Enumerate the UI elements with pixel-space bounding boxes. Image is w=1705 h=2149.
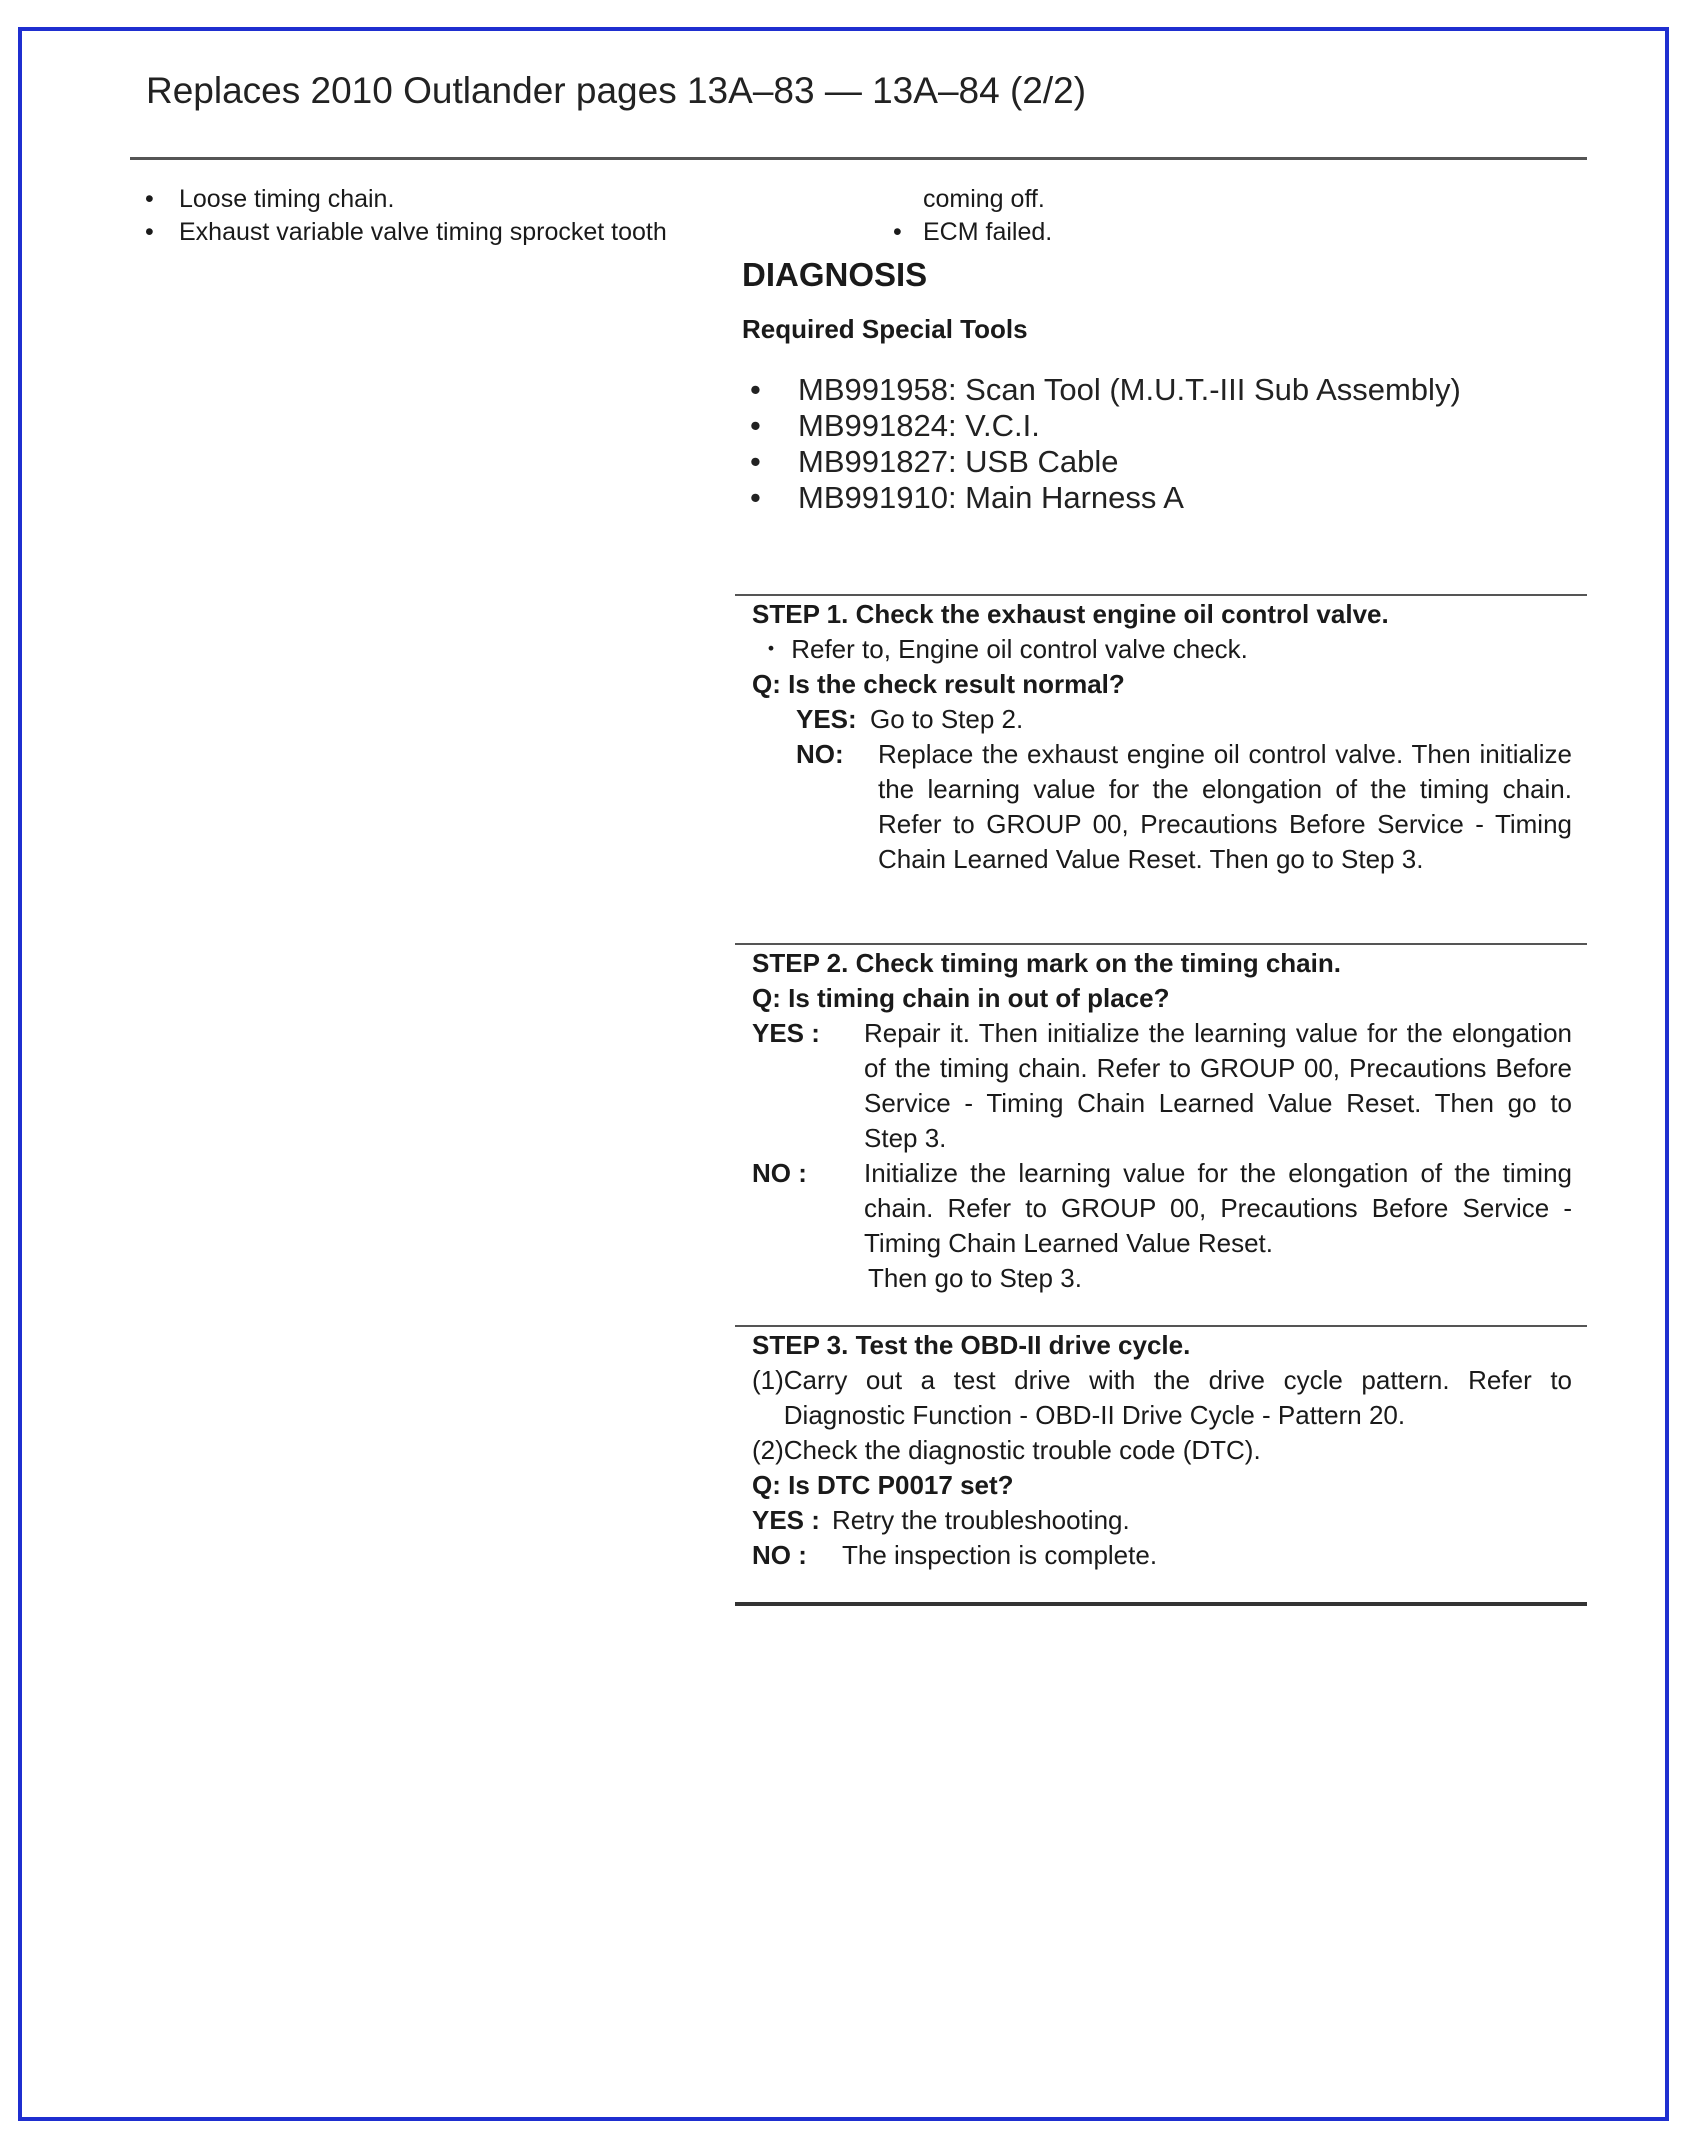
step3-title: STEP 3. Test the OBD-II drive cycle. xyxy=(752,1330,1191,1360)
step1-rule xyxy=(735,594,1587,596)
bullet-icon: • xyxy=(750,480,761,515)
bullet-icon: • xyxy=(893,218,902,246)
bottom-rule xyxy=(735,1602,1587,1606)
step3-item1: (1) Carry out a test drive with the drive cycle pattern. Refer to Diagnostic Function - OBD-II Drive Cycle - Pattern 20. xyxy=(752,1365,1572,1430)
step3-rule xyxy=(735,1325,1587,1327)
step2-block xyxy=(752,946,1572,1296)
bullet-icon: • xyxy=(750,372,761,407)
list-item: • MB991958: Scan Tool (M.U.T.-III Sub Assembly) xyxy=(750,372,1461,407)
bullet-icon: • xyxy=(750,444,761,479)
list-item: • MB991824: V.C.I. xyxy=(750,408,1040,443)
tools-list xyxy=(750,372,1461,516)
bullet-icon: • xyxy=(145,185,154,213)
step2-rule xyxy=(735,943,1587,945)
causes-right-column xyxy=(893,183,1052,249)
bullet-icon: • xyxy=(145,218,154,246)
page-header: Replaces 2010 Outlander pages 13A–83 — 13A–84 (2/2) xyxy=(146,70,1087,111)
step2-no: NO : Initialize the learning value for the elongation of the timing chain. Refer to GROUP 00, Precautions Before Service - Timing Chain Learned Value Reset. Then go to Step 3. xyxy=(752,1158,1572,1293)
step3-question: Q: Is DTC P0017 set? xyxy=(752,1470,1014,1500)
step3-block xyxy=(752,1328,1572,1573)
list-item: • Exhaust variable valve timing sprocket tooth xyxy=(145,216,667,249)
step2-question: Q: Is timing chain in out of place? xyxy=(752,983,1170,1013)
step2-yes: YES : Repair it. Then initialize the learning value for the elongation of the timing chain. Refer to GROUP 00, Precautions Before Service - Timing Chain Learned Value Reset. Then go to Step 3. xyxy=(752,1018,1572,1153)
list-item: • Loose timing chain. xyxy=(145,183,667,216)
step1-yes: YES: Go to Step 2. xyxy=(796,704,1024,734)
step3-no: NO : The inspection is complete. xyxy=(752,1540,1158,1570)
step3-yes: YES : Retry the troubleshooting. xyxy=(752,1505,1130,1535)
tools-heading: Required Special Tools xyxy=(742,314,1028,344)
step3-item2: (2)Check the diagnostic trouble code (DTC). xyxy=(752,1435,1261,1465)
step1-no: NO: Replace the exhaust engine oil control valve. Then initialize the learning value for the elongation of the timing chain. Refer to GROUP 00, Precautions Before Service - Timing Chain Learned Value Reset. Then go to Step 3. xyxy=(796,739,1572,874)
step1-note: ・ Refer to, Engine oil control valve check. xyxy=(758,634,1248,664)
step1-block xyxy=(752,597,1572,877)
step2-title: STEP 2. Check timing mark on the timing chain. xyxy=(752,948,1341,978)
list-item: • MB991827: USB Cable xyxy=(750,444,1119,479)
list-item-continuation: coming off. xyxy=(923,185,1045,213)
bullet-icon: • xyxy=(750,408,761,443)
step1-question: Q: Is the check result normal? xyxy=(752,669,1125,699)
causes-left-column xyxy=(145,183,667,249)
step1-title: STEP 1. Check the exhaust engine oil control valve. xyxy=(752,599,1389,629)
list-item: • MB991910: Main Harness A xyxy=(750,480,1184,515)
diagnosis-heading: DIAGNOSIS xyxy=(742,256,928,293)
header-rule xyxy=(130,157,1587,160)
list-item: • ECM failed. xyxy=(893,216,1052,249)
